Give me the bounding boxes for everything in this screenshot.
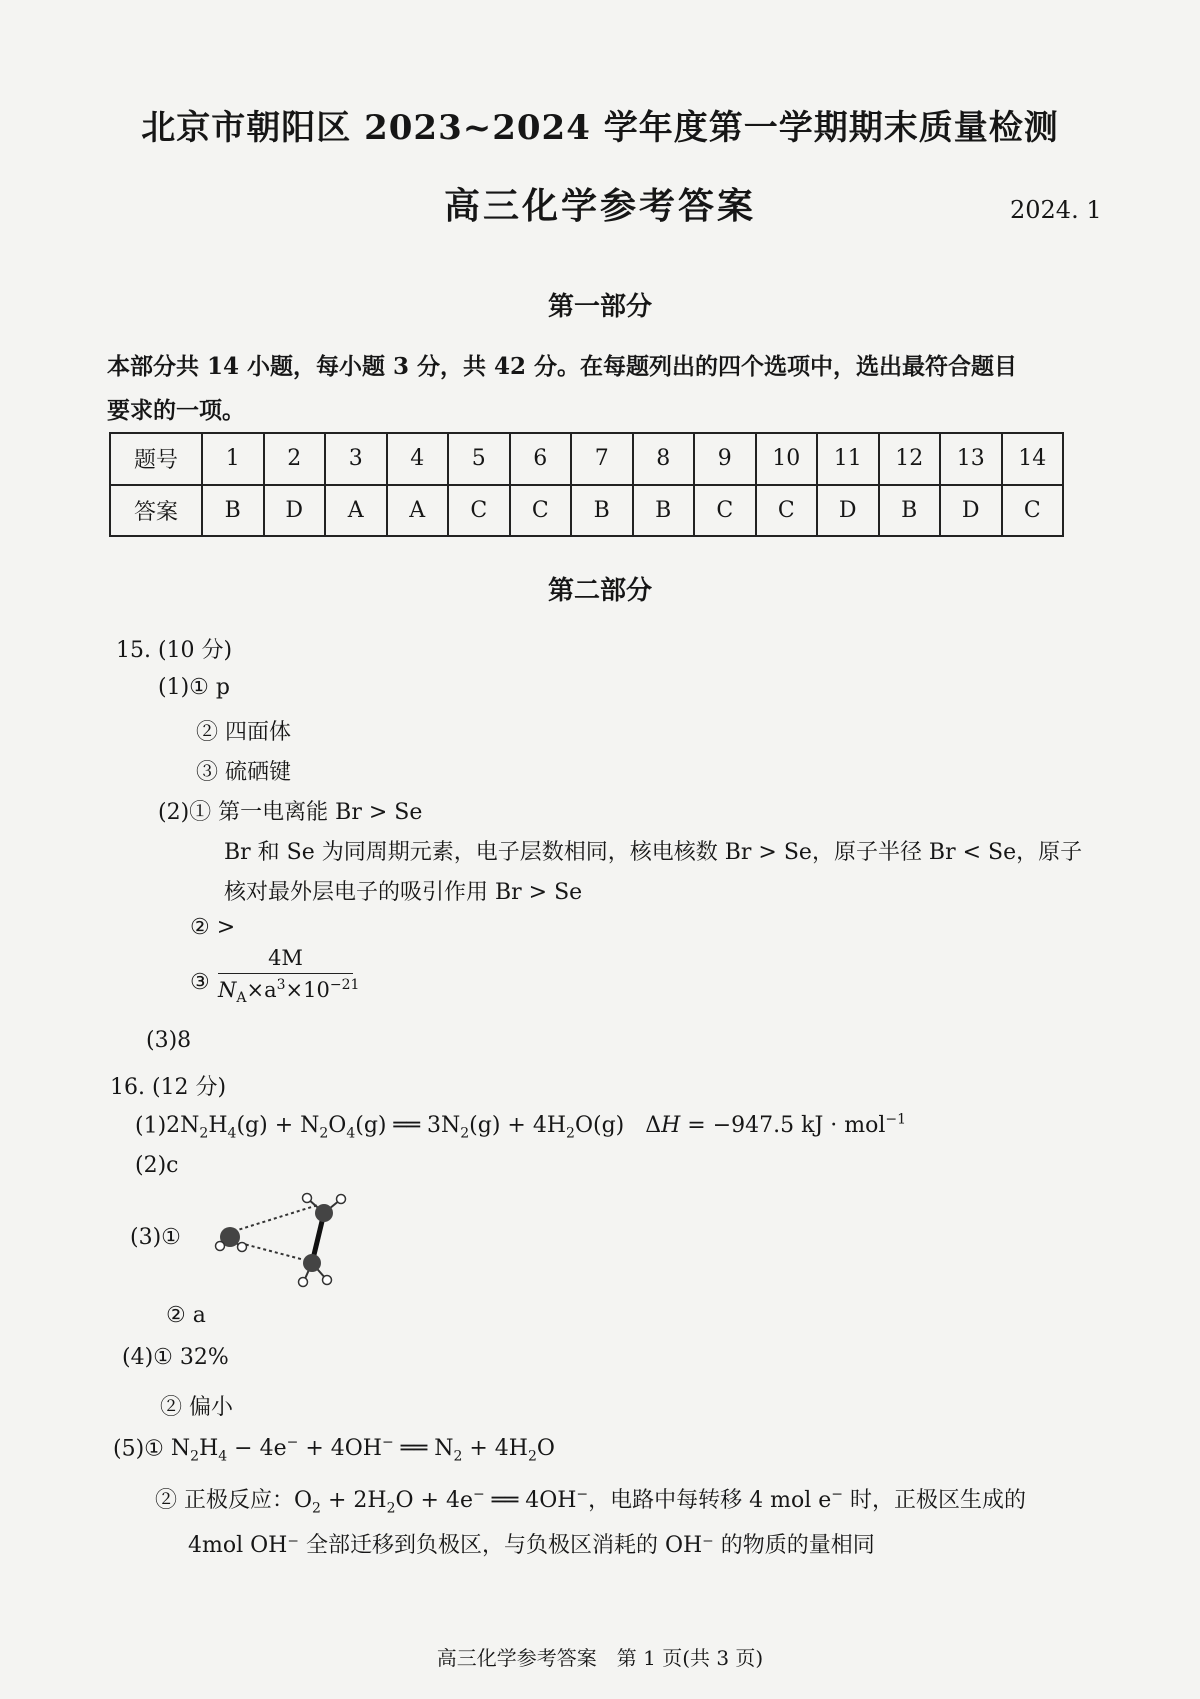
answer-row bbox=[110, 485, 1063, 537]
document-subtitle: 高三化学参考答案 bbox=[443, 185, 756, 227]
hydrogen-atom bbox=[216, 1242, 225, 1251]
answer-cell: C bbox=[694, 485, 756, 537]
question-number: 4 bbox=[387, 433, 449, 485]
page-footer: 高三化学参考答案 第 1 页(共 3 页) bbox=[436, 1646, 764, 1670]
question-number: 14 bbox=[1002, 433, 1064, 485]
question-number: 2 bbox=[264, 433, 326, 485]
answer-cell: C bbox=[756, 485, 818, 537]
q16-answer-5-2-cont: 4mol OH⁻ 全部迁移到负极区，与负极区消耗的 OH⁻ 的物质的量相同 bbox=[188, 1533, 875, 1558]
question-number: 12 bbox=[879, 433, 941, 485]
hydrogen-atom bbox=[323, 1276, 332, 1285]
answer-cell: B bbox=[202, 485, 264, 537]
answer-cell: A bbox=[387, 485, 449, 537]
answer-table bbox=[109, 432, 1064, 537]
part2-title: 第二部分 bbox=[547, 576, 652, 606]
thermochemical-equation: $2N_2H_4(g) + N_2O_4(g)$ ══ $3N_2(g) + 4H_2O(g) \Delta H = -947.5$ kJ · mol$^{-1}$ bbox=[166, 1112, 907, 1142]
fraction-numerator: 4M bbox=[268, 946, 303, 970]
question-number: 11 bbox=[817, 433, 879, 485]
hydrogen-atom bbox=[303, 1194, 312, 1203]
q15-answer-3: (3)8 bbox=[146, 1028, 192, 1053]
q16-answer-3-2: ② a bbox=[166, 1303, 206, 1328]
density-fraction bbox=[218, 946, 360, 1007]
document-date: 2024. 1 bbox=[1010, 196, 1102, 224]
q16-answer-3-1-label: (3)① bbox=[130, 1225, 181, 1250]
answer-cell: A bbox=[325, 485, 387, 537]
q16-answer-5-2-label: ② 正极反应： bbox=[155, 1488, 294, 1513]
question-number: 5 bbox=[448, 433, 510, 485]
answer-cell: D bbox=[940, 485, 1002, 537]
q16-header: 16. (12 分) bbox=[110, 1075, 227, 1100]
answer-cell: B bbox=[633, 485, 695, 537]
q15-answer-2-3-label: ③ bbox=[190, 970, 210, 995]
answer-cell: C bbox=[510, 485, 572, 537]
question-number: 9 bbox=[694, 433, 756, 485]
question-number: 6 bbox=[510, 433, 572, 485]
answer-cell: D bbox=[817, 485, 879, 537]
question-number: 3 bbox=[325, 433, 387, 485]
q16-answer-5-1-label: (5)① bbox=[113, 1436, 164, 1462]
q15-answer-1-3: ③ 硫硒键 bbox=[196, 760, 291, 785]
answer-cell: B bbox=[879, 485, 941, 537]
q16-answer-1 bbox=[135, 1112, 906, 1142]
question-number: 7 bbox=[571, 433, 633, 485]
q15-answer-2-1: (2)① 第一电离能 Br > Se bbox=[158, 800, 423, 825]
q16-answer-4-2: ② 偏小 bbox=[160, 1395, 233, 1420]
nitrogen-atom bbox=[303, 1254, 321, 1272]
q15-answer-1-2: ② 四面体 bbox=[196, 720, 291, 745]
q15-answer-2-1-explanation-cont: 核对最外层电子的吸引作用 Br > Se bbox=[224, 880, 583, 905]
part1-instruction-line2: 要求的一项。 bbox=[107, 397, 245, 424]
hydrogen-bond-molecule-diagram bbox=[208, 1185, 363, 1295]
q16-answer-5-1 bbox=[113, 1435, 555, 1465]
cathode-equation: $O_2 + 2H_2O + 4e^-$ ══ 4OH−，电路中每转移 4 mol e− 时，正极区生成的 bbox=[294, 1486, 1027, 1517]
hydrogen-atom bbox=[299, 1278, 308, 1287]
row-label-question: 题号 bbox=[110, 433, 202, 485]
nitrogen-atom bbox=[315, 1204, 333, 1222]
anode-equation: $N_2H_4 - 4e^- + 4OH^-$ ══ $N_2 + 4H_2O$ bbox=[170, 1435, 555, 1465]
answer-cell: C bbox=[448, 485, 510, 537]
question-number: 8 bbox=[633, 433, 695, 485]
question-number: 10 bbox=[756, 433, 818, 485]
hydrogen-atom bbox=[337, 1195, 346, 1204]
q15-answer-1-1: (1)① p bbox=[158, 675, 230, 700]
q16-answer-1-label: (1) bbox=[135, 1113, 167, 1139]
question-number: 1 bbox=[202, 433, 264, 485]
question-number: 13 bbox=[940, 433, 1002, 485]
q15-answer-2-1-explanation: Br 和 Se 为同周期元素，电子层数相同，核电核数 Br > Se，原子半径 Br < Se，原子 bbox=[224, 840, 1083, 865]
part1-instruction-line1: 本部分共 14 小题，每小题 3 分，共 42 分。在每题列出的四个选项中，选出最符合题目 bbox=[107, 353, 1018, 380]
fraction-denominator: $N_A\times a^3\times 10^{-21}$ bbox=[218, 977, 360, 1007]
q16-answer-2: (2)c bbox=[135, 1153, 179, 1178]
q15-answer-2-2: ② > bbox=[190, 915, 236, 940]
answer-cell: D bbox=[264, 485, 326, 537]
q16-answer-4-1: (4)① 32% bbox=[122, 1345, 229, 1370]
row-label-answer: 答案 bbox=[110, 485, 202, 537]
part1-title: 第一部分 bbox=[547, 292, 652, 322]
answer-cell: C bbox=[1002, 485, 1064, 537]
q16-answer-5-2 bbox=[155, 1483, 1026, 1516]
hydrogen-atom bbox=[238, 1243, 247, 1252]
q15-header: 15. (10 分) bbox=[116, 638, 233, 663]
question-number-row bbox=[110, 433, 1063, 485]
answer-cell: B bbox=[571, 485, 633, 537]
hydrogen-bond-upper bbox=[228, 1205, 318, 1233]
document-title: 北京市朝阳区 2023~2024 学年度第一学期期末质量检测 bbox=[141, 108, 1059, 148]
